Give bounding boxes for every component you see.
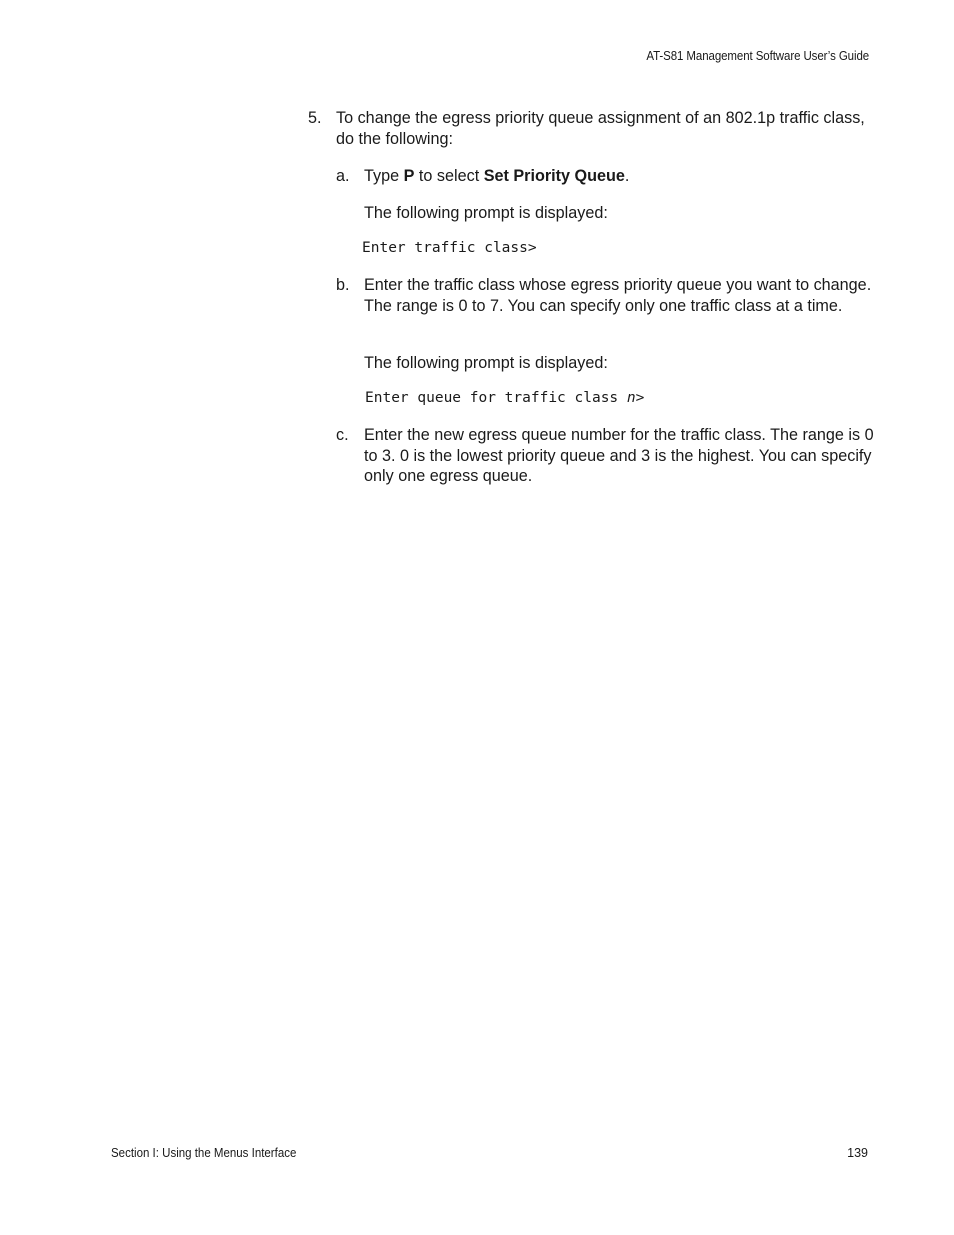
- prompt-b-variable: n: [626, 390, 636, 406]
- footer-section-title: Section I: Using the Menus Interface: [111, 1146, 297, 1160]
- substep-b-label: b.: [336, 276, 350, 294]
- substep-a-text: [364, 166, 874, 187]
- substep-a-middle: to select: [414, 167, 484, 185]
- running-header: AT-S81 Management Software User’s Guide: [646, 49, 869, 63]
- footer-page-number: 139: [847, 1146, 868, 1160]
- prompt-b-suffix: >: [635, 390, 645, 406]
- substep-c-label: c.: [336, 426, 349, 444]
- substep-a-prefix: Type: [364, 167, 404, 185]
- prompt-example-b: [365, 389, 644, 407]
- step-text: To change the egress priority queue assignment of an 802.1p traffic class, do the following:: [336, 109, 865, 148]
- substep-c-text: Enter the new egress queue number for the traffic class. The range is 0 to 3. 0 is the lowest priority queue and 3 is the highest. You can specify only one egress queue.: [364, 426, 874, 485]
- substep-a-label: a.: [336, 167, 350, 185]
- prompt-example-a: Enter traffic class>: [362, 240, 537, 256]
- prompt-intro-b: The following prompt is displayed:: [364, 354, 608, 372]
- substep-b-text: Enter the traffic class whose egress priority queue you want to change. The range is 0 to 7. You can specify only one traffic class at a time.: [364, 276, 872, 315]
- menu-option-name: Set Priority Queue: [483, 167, 625, 185]
- prompt-intro-a: The following prompt is displayed:: [364, 204, 608, 222]
- prompt-b-text: Enter queue for traffic class: [365, 390, 627, 406]
- key-name: P: [403, 167, 415, 185]
- step-number: 5.: [308, 109, 322, 127]
- substep-a-suffix: .: [624, 167, 630, 185]
